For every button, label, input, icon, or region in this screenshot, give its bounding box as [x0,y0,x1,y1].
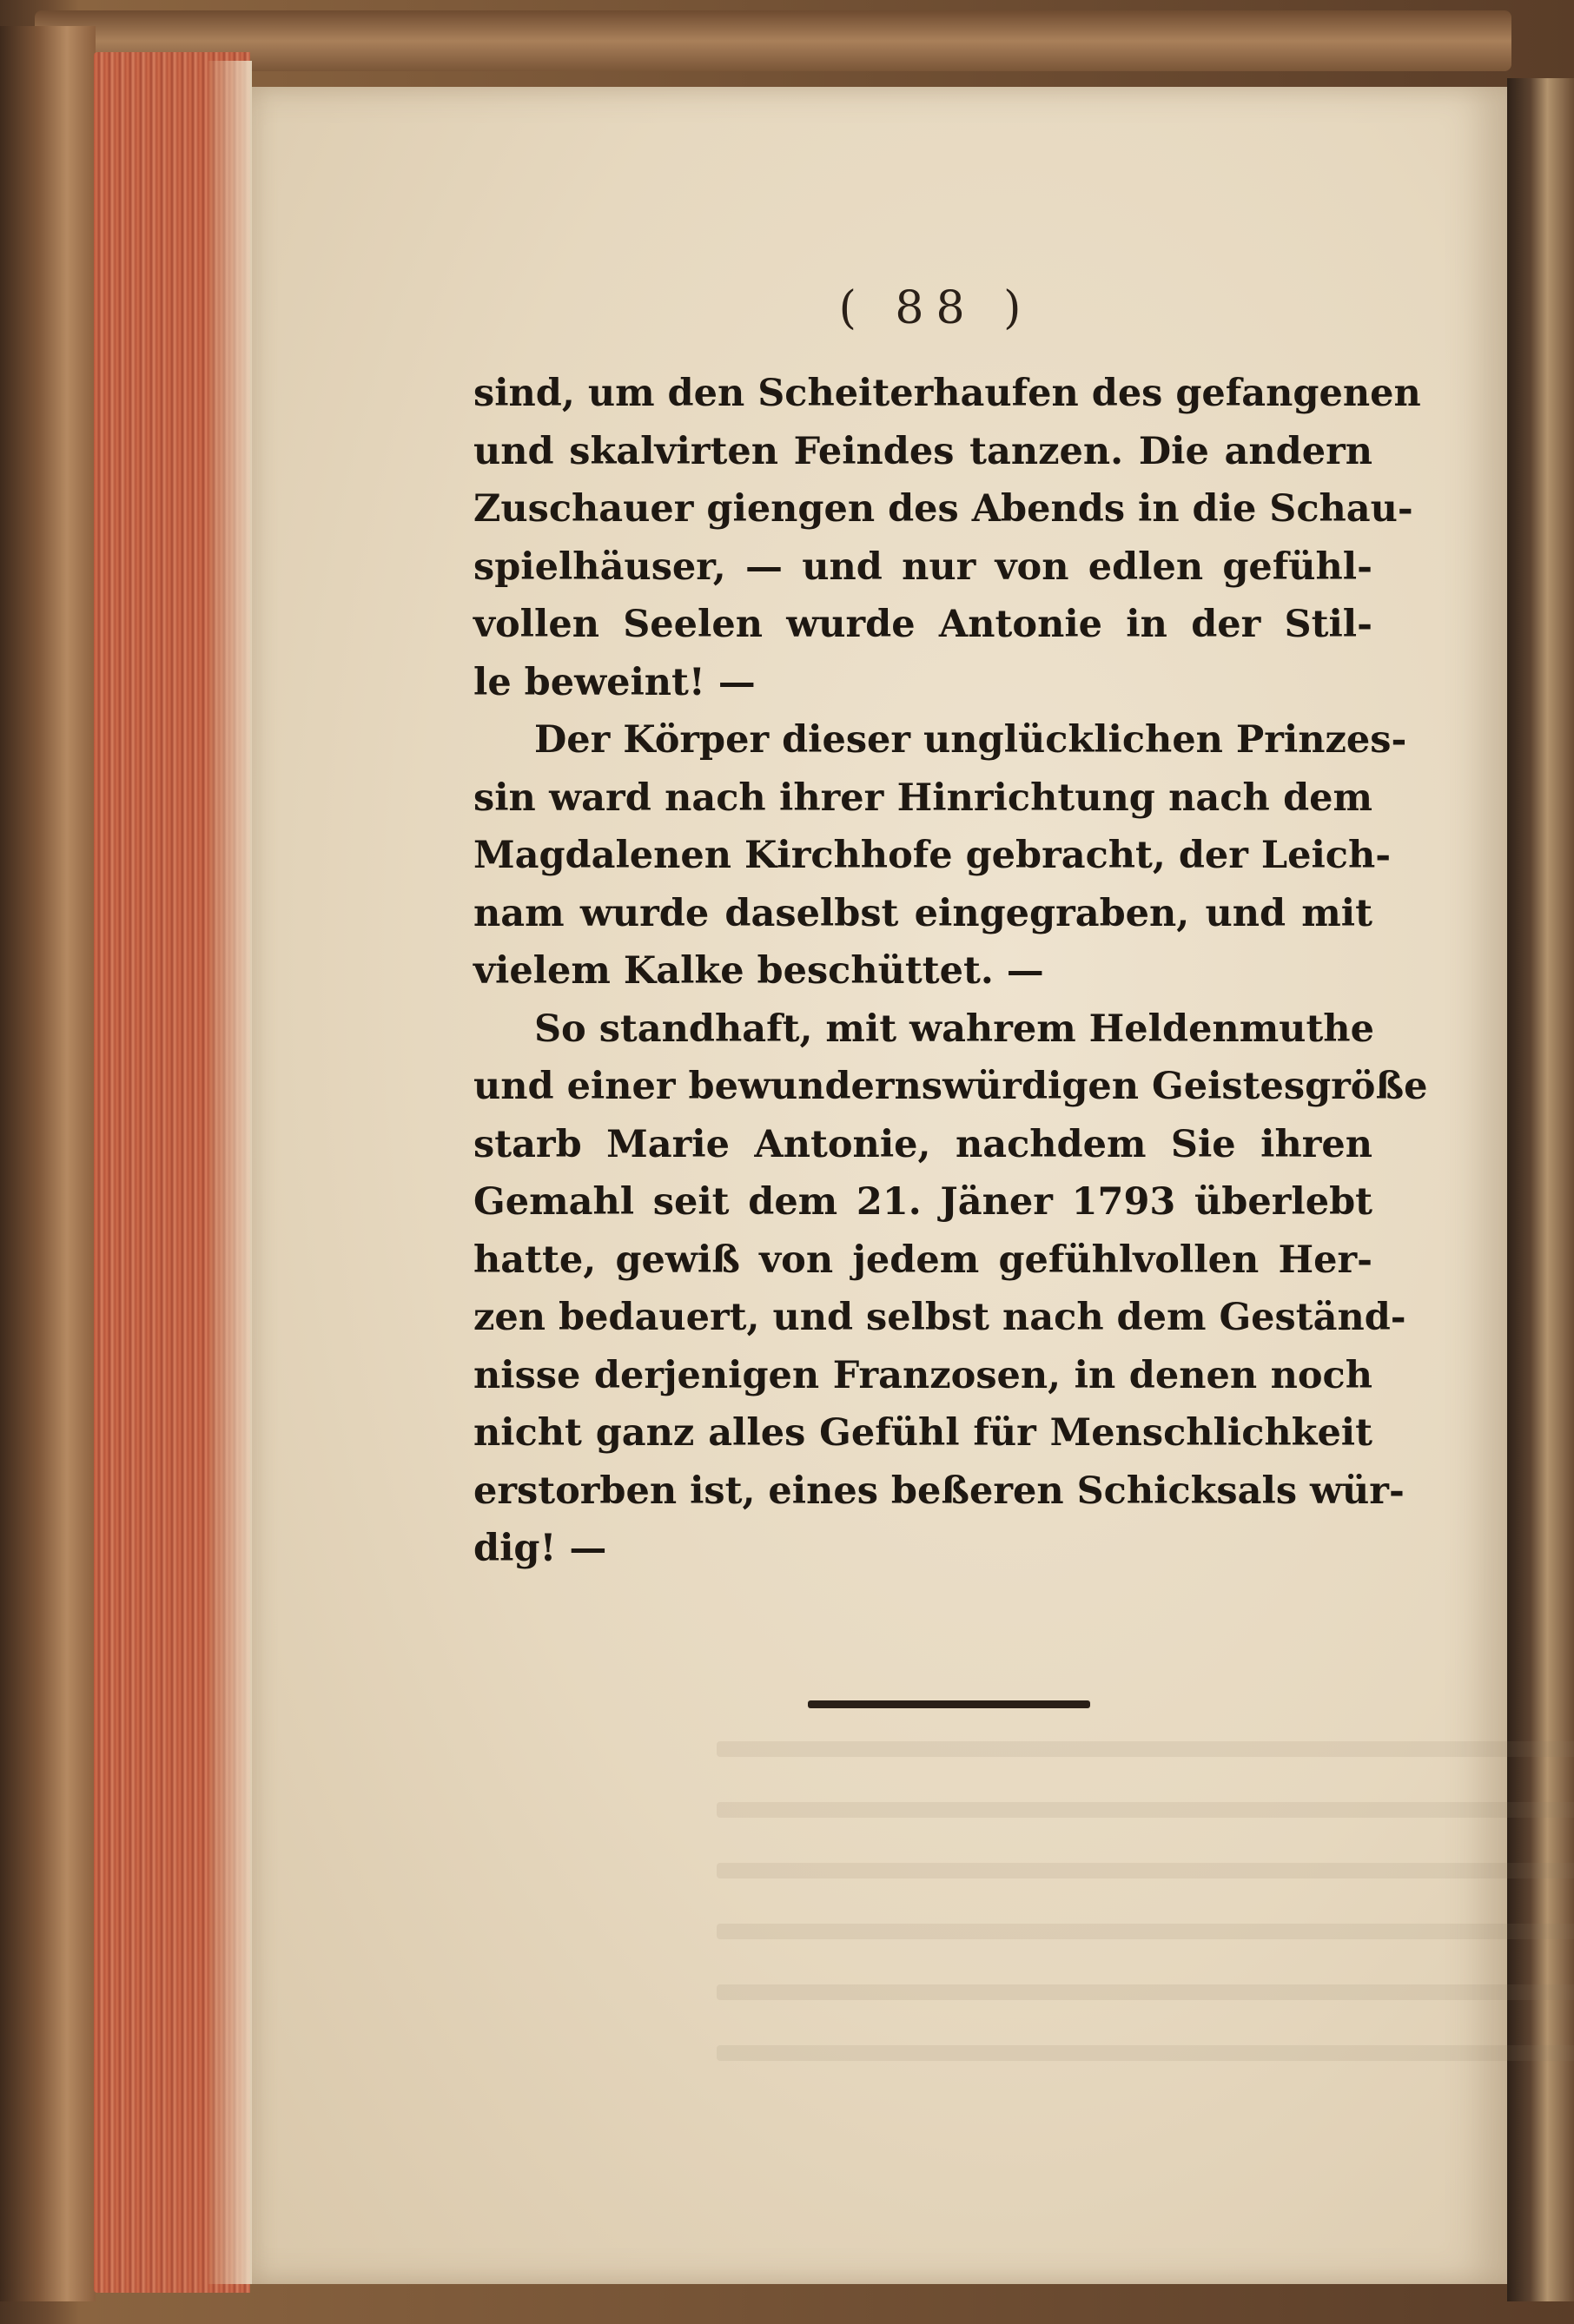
cover-top-edge [35,10,1511,71]
text-line: starb Marie Antonie, nachdem Sie ihren [473,1122,1372,1166]
show-through-line [717,1984,1574,2000]
text-line: nisse derjenigen Franzosen, in denen noch [473,1353,1372,1397]
text-line: nam wurde daselbst eingegraben, und mit [473,891,1372,935]
show-through-line [717,1863,1574,1878]
show-through-line [717,1741,1574,1757]
body-text [473,365,1428,1578]
text-line: le beweint! — [473,660,756,704]
text-line: Zuschauer giengen des Abends in die Schau- [473,487,1413,531]
text-line: zen bedauert, und selbst nach dem Geständ- [473,1296,1406,1339]
text-line: Der Körper dieser unglücklichen Prinzes- [534,718,1407,762]
text-line: sind, um den Scheiterhaufen des gefangenen [473,372,1421,415]
text-line: vielem Kalke beschüttet. — [473,949,1044,993]
text-line: hatte, gewiß von jedem gefühlvollen Her- [473,1238,1372,1282]
text-line: dig! — [473,1527,607,1570]
text-line: So standhaft, mit wahrem Heldenmuthe [534,1007,1374,1051]
text-line: vollen Seelen wurde Antonie in der Stil- [473,603,1372,646]
show-through-line [717,1802,1574,1818]
book-page [252,87,1507,2284]
section-divider-rule [808,1700,1090,1708]
page-number: ( 88 ) [838,282,1034,334]
text-line: spielhäuser, — und nur von edlen gefühl- [473,545,1372,589]
text-line: erstorben ist, eines beßeren Schicksals wür- [473,1469,1405,1513]
text-line: und skalvirten Feindes tanzen. Die andern [473,429,1372,473]
text-line: sin ward nach ihrer Hinrichtung nach dem [473,776,1372,820]
text-line: und einer bewundernswürdigen Geistesgröße [473,1065,1428,1108]
facing-page-edge [1507,78,1574,2301]
page-edges-shadow [208,61,252,2284]
text-line: Magdalenen Kirchhofe gebracht, der Leich- [473,834,1392,877]
cover-left-edge [0,26,96,2301]
show-through-line [717,1924,1574,1939]
show-through-line [717,2045,1574,2061]
text-line: Gemahl seit dem 21. Jäner 1793 überlebt [473,1180,1372,1224]
text-line: nicht ganz alles Gefühl für Menschlichkeit [473,1411,1372,1455]
